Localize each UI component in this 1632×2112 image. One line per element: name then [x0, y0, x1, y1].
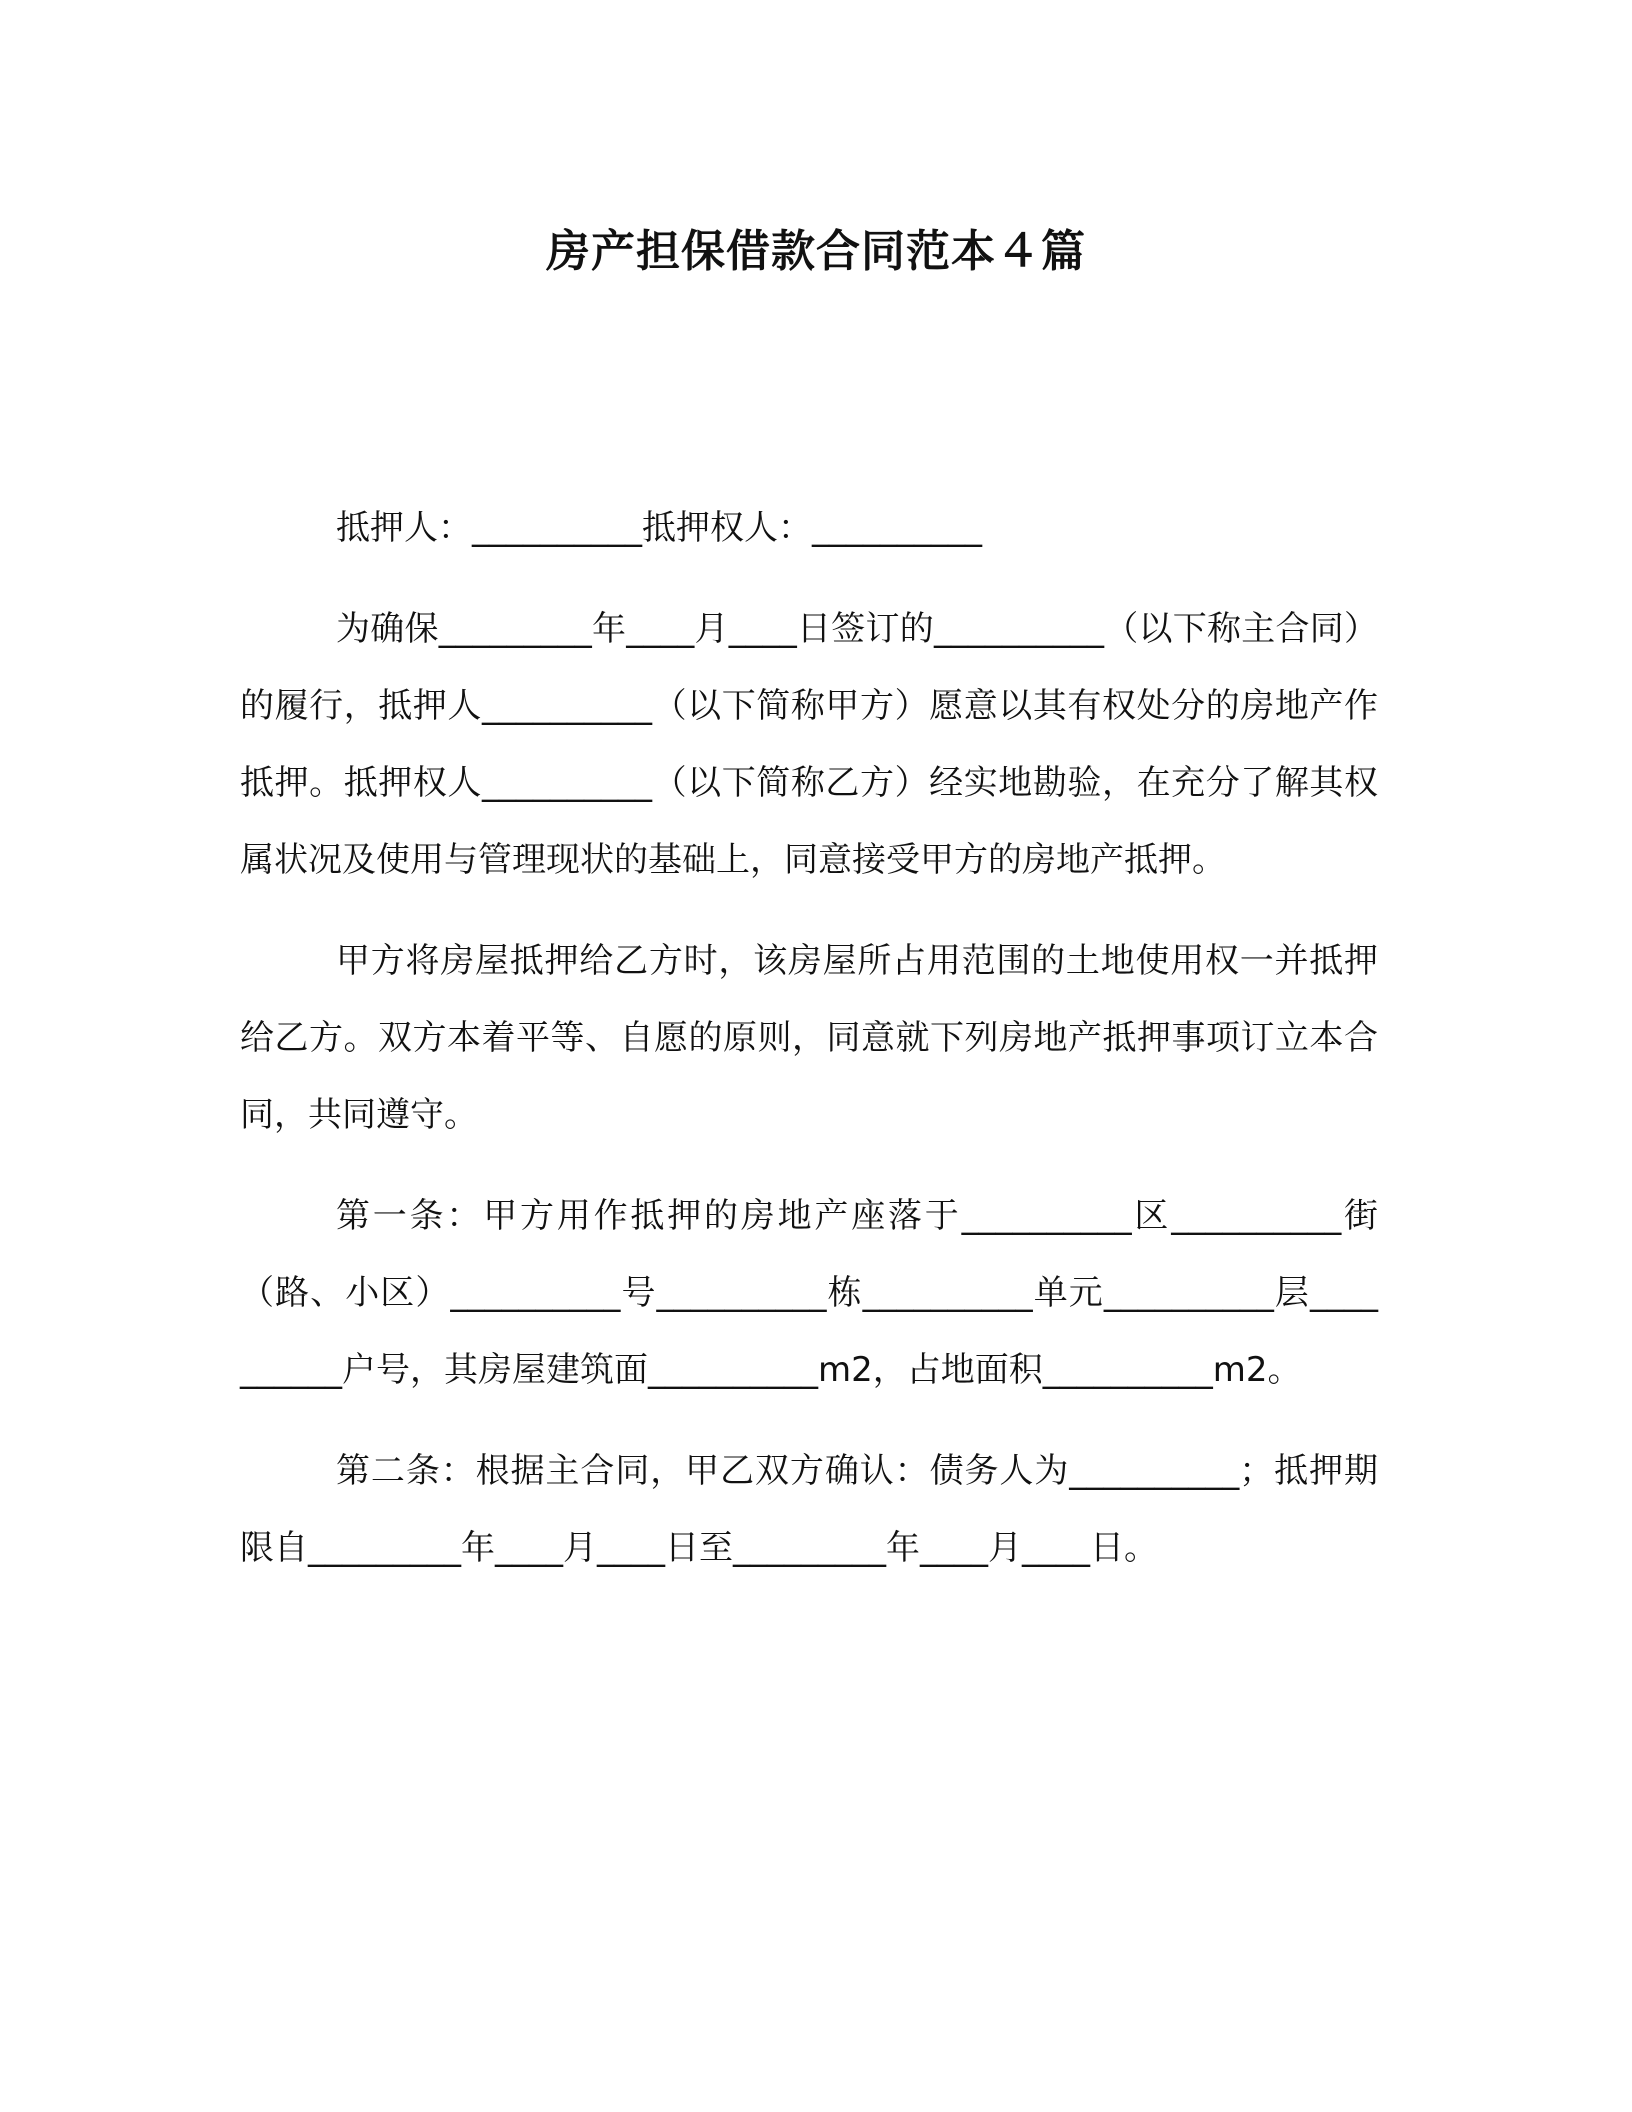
document-body [240, 490, 1378, 1611]
parties-line: 抵押人：__________抵押权人：__________ [336, 508, 982, 548]
land-use-paragraph: 甲方将房屋抵押给乙方时，该房屋所占用范围的土地使用权一并抵押给乙方。双方本着平等、自愿的原则，同意就下列房地产抵押事项订立本合同，共同遵守。 [240, 941, 1378, 1135]
article-2-paragraph: 第二条：根据主合同，甲乙双方确认：债务人为__________；抵押期限自_________年____月____日至_________年____月____日。 [240, 1451, 1378, 1568]
preamble-paragraph: 为确保_________年____月____日签订的__________（以下称主合同）的履行，抵押人__________（以下简称甲方）愿意以其有权处分的房地产作抵押。抵押权人__________（以下简称乙方）经实地勘验，在充分了解其权属状况及使用与管理现状的基础上，同意接受甲方的房地产抵押。 [240, 609, 1378, 880]
article-1-paragraph: 第一条：甲方用作抵押的房地产座落于__________区__________街（路、小区）__________号__________栋__________单元__________层__________户号，其房屋建筑面__________m2，占地面积__________m2。 [240, 1196, 1378, 1390]
document-title: 房产担保借款合同范本４篇 [546, 226, 1086, 277]
